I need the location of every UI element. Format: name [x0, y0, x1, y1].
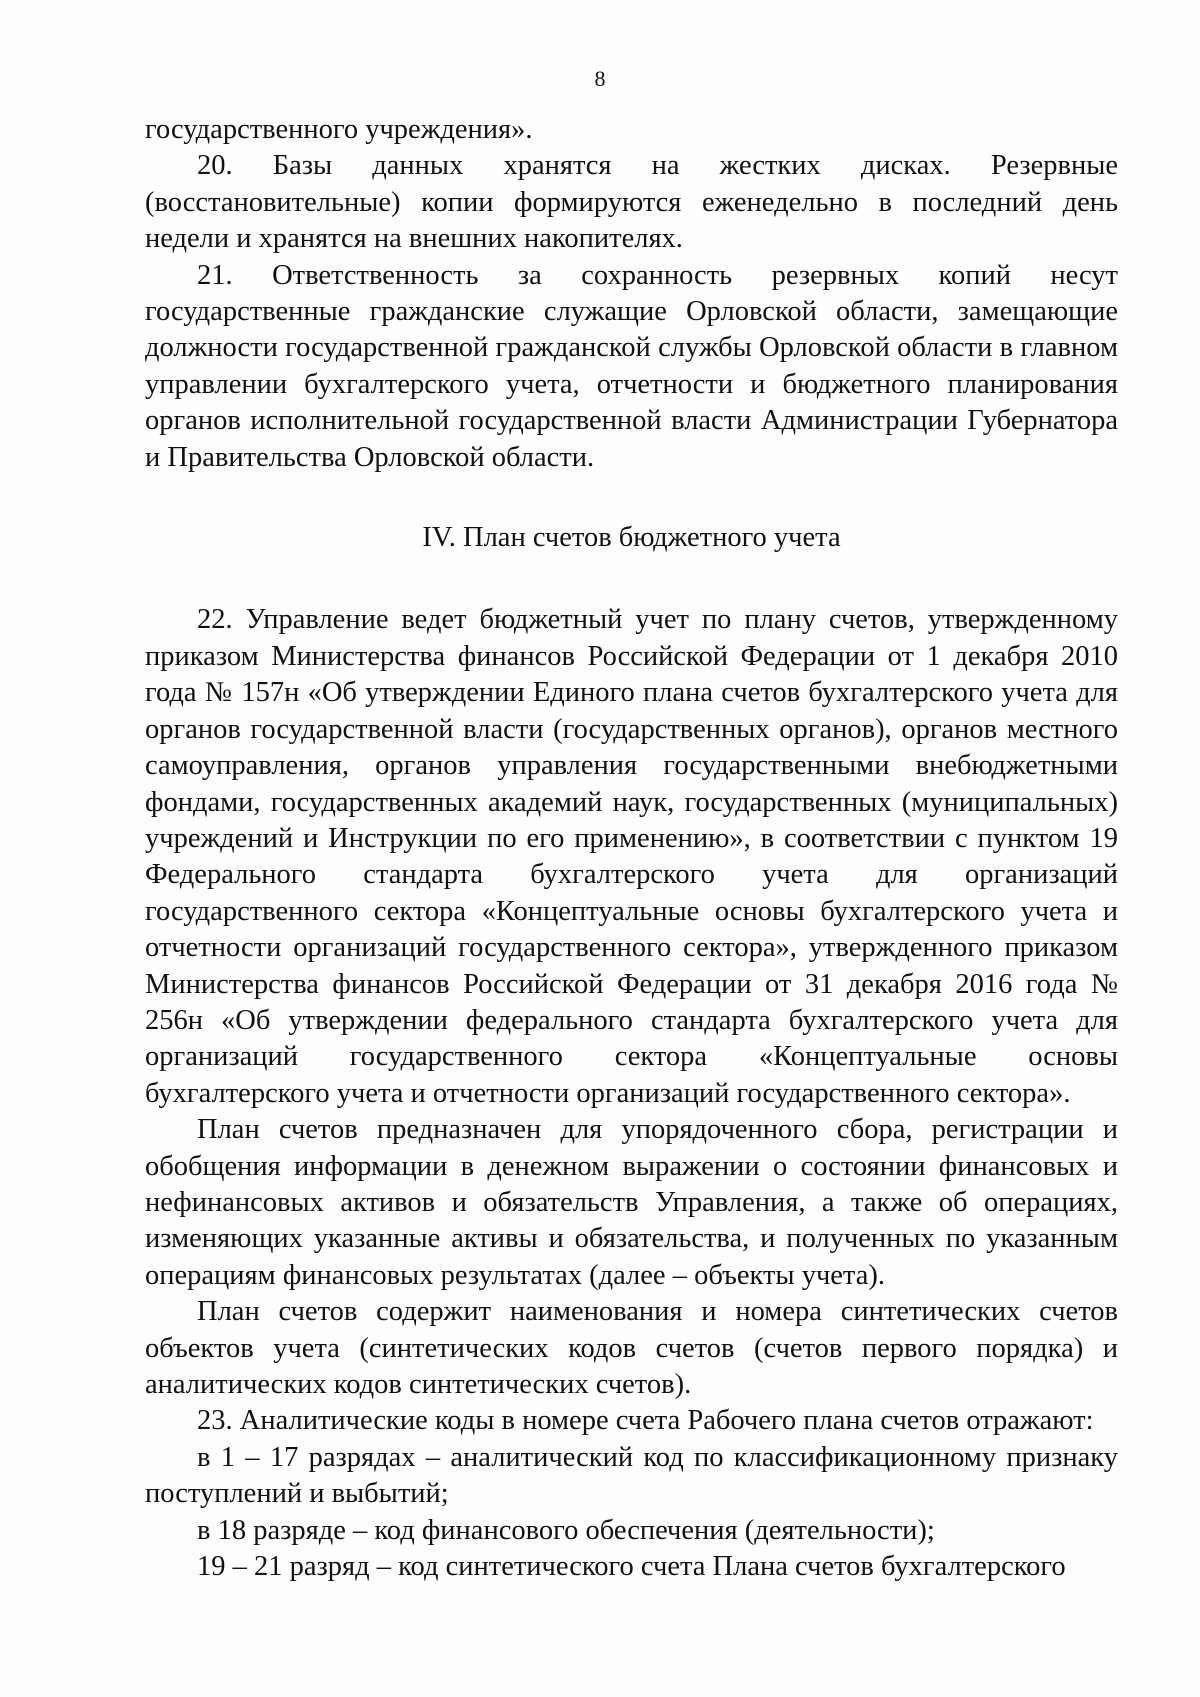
- paragraph-continuation: государственного учреждения».: [145, 114, 533, 145]
- list-item-digits-19-21: 19 – 21 разряд – код синтетического счета Плана счетов бухгалтерского: [197, 1551, 1066, 1583]
- list-item-digit-18: в 18 разряде – код финансового обеспечения (деятельности);: [197, 1514, 935, 1546]
- paragraph-item-22: 22. Управление ведет бюджетный учет по плану счетов, утвержденному приказом Министерства финансов Российской Федерации от 1 декабря 2010 года № 157н «Об утверждении Единого плана счетов бухгалтерского учета для органов государственной власти (государственных органов), органов местного самоуправления, органов управления государственными внебюджетными фондами, государственных академий наук, государственных (муниципальных) учреждений и Инструкции по его применению», в соответствии с пунктом 19 Федерального стандарта бухгалтерского учета для организаций государственного сектора «Концептуальные основы бухгалтерского учета и отчетности организаций государственного сектора», утвержденного приказом Министерства финансов Российской Федерации от 31 декабря 2016 года № 256н «Об утверждении федерального стандарта бухгалтерского учета для организаций государственного сектора «Концептуальные основы бухгалтерского учета и отчетности организаций государственного сектора».: [145, 604, 1118, 1109]
- paragraph-item-21: 21. Ответственность за сохранность резервных копий несут государственные гражданские служащие Орловской области, замещающие должности государственной гражданской службы Орловской области в главном управлении бухгалтерского учета, отчетности и бюджетного планирования органов исполнительной государственной власти Администрации Губернатора и Правительства Орловской области.: [145, 259, 1118, 473]
- paragraph-plan-contents: План счетов содержит наименования и номера синтетических счетов объектов учета (синтетических кодов счетов (счетов первого порядка) и аналитических кодов синтетических счетов).: [145, 1296, 1118, 1400]
- paragraph-plan-purpose: План счетов предназначен для упорядоченного сбора, регистрации и обобщения информации в денежном выражении о состоянии финансовых и нефинансовых активов и обязательств Управления, а также об операциях, изменяющих указанные активы и обязательства, и полученных по указанным операциям финансовых результатах (далее – объекты учета).: [145, 1114, 1118, 1291]
- paragraph-item-20: 20. Базы данных хранятся на жестких дисках. Резервные (восстановительные) копии формируются еженедельно в последний день недели и хранятся на внешних накопителях.: [145, 150, 1118, 255]
- section-heading: IV. План счетов бюджетного учета: [422, 522, 841, 554]
- page-number: 8: [594, 66, 606, 91]
- paragraph-item-23: 23. Аналитические коды в номере счета Рабочего плана счетов отражают:: [197, 1405, 1094, 1437]
- list-item-digits-1-17: в 1 – 17 разрядах – аналитический код по классификационному признаку поступлений и выбытий;: [145, 1441, 1118, 1510]
- document-body: [145, 112, 1118, 1585]
